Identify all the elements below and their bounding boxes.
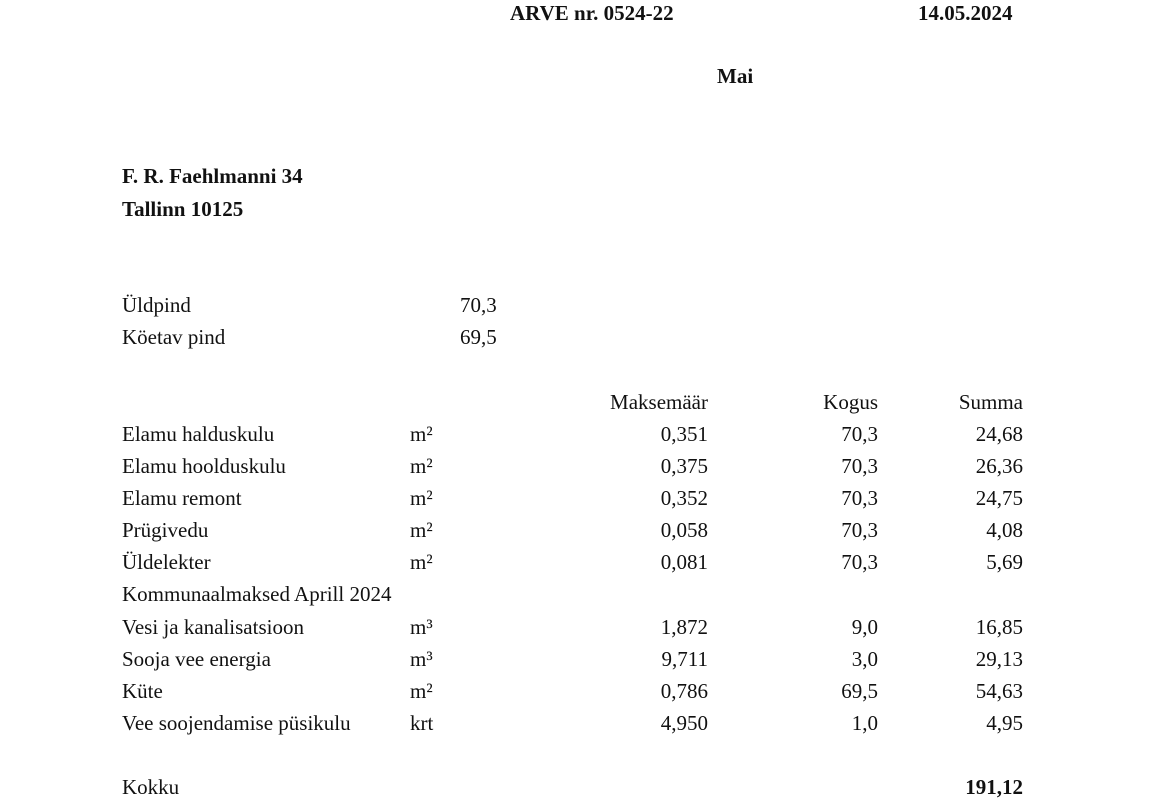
row-unit: m² [410,454,433,478]
table-row [122,711,1032,737]
row-quantity: 3,0 [851,647,878,671]
row-unit: m² [410,518,433,542]
table-row [122,679,1032,705]
section-label: Kommunaalmaksed Aprill 2024 [122,582,392,606]
invoice-title: ARVE nr. 0524-22 [510,1,674,25]
row-name: Sooja vee energia [122,647,271,671]
row-quantity: 70,3 [841,550,878,574]
section-row [122,582,1032,608]
row-sum: 24,75 [975,486,1023,510]
row-quantity: 69,5 [841,679,878,703]
row-rate: 0,081 [660,550,708,574]
table-row [122,486,1032,512]
row-name: Elamu hoolduskulu [122,454,286,478]
row-rate: 4,950 [660,711,708,735]
total-value: 191,12 [965,775,1023,799]
row-rate: 0,786 [660,679,708,703]
row-quantity: 1,0 [851,711,878,735]
row-rate: 1,872 [660,615,708,639]
area-row-total [122,293,542,319]
row-quantity: 9,0 [851,615,878,639]
row-name: Elamu remont [122,486,242,510]
row-name: Küte [122,679,163,703]
row-rate: 0,375 [660,454,708,478]
row-sum: 29,13 [975,647,1023,671]
row-rate: 0,351 [660,422,708,446]
row-sum: 26,36 [975,454,1023,478]
table-row [122,550,1032,576]
column-header-rate: Maksemäär [610,390,708,414]
address-street: F. R. Faehlmanni 34 [122,164,303,188]
invoice-date: 14.05.2024 [918,1,1013,25]
table-row [122,422,1032,448]
row-sum: 5,69 [986,550,1023,574]
row-unit: m² [410,550,433,574]
row-quantity: 70,3 [841,454,878,478]
total-label: Kokku [122,775,180,799]
column-header-sum: Summa [958,390,1023,414]
address-city: Tallinn 10125 [122,197,244,221]
row-quantity: 70,3 [841,486,878,510]
area-label: Köetav pind [122,325,226,349]
row-sum: 16,85 [975,615,1023,639]
row-unit: m³ [410,647,433,671]
row-unit: m² [410,486,433,510]
table-header [122,390,1032,416]
area-label: Üldpind [122,293,191,317]
row-rate: 0,058 [660,518,708,542]
row-rate: 9,711 [661,647,708,671]
row-name: Vesi ja kanalisatsioon [122,615,304,639]
row-sum: 54,63 [975,679,1023,703]
table-row [122,518,1032,544]
row-name: Vee soojendamise püsikulu [122,711,351,735]
area-value: 69,5 [460,325,497,349]
column-header-quantity: Kogus [823,390,878,414]
row-sum: 4,95 [986,711,1023,735]
row-unit: m² [410,422,433,446]
row-unit: m³ [410,615,433,639]
billing-month: Mai [717,64,754,88]
row-name: Prügivedu [122,518,209,542]
row-unit: krt [410,711,434,735]
table-row [122,615,1032,641]
area-row-heated [122,325,542,351]
row-name: Elamu halduskulu [122,422,275,446]
row-name: Üldelekter [122,550,211,574]
row-quantity: 70,3 [841,518,878,542]
row-sum: 4,08 [986,518,1023,542]
row-unit: m² [410,679,433,703]
row-rate: 0,352 [660,486,708,510]
area-value: 70,3 [460,293,497,317]
row-sum: 24,68 [975,422,1023,446]
table-row [122,454,1032,480]
table-row [122,647,1032,673]
total-row [122,775,1032,801]
row-quantity: 70,3 [841,422,878,446]
